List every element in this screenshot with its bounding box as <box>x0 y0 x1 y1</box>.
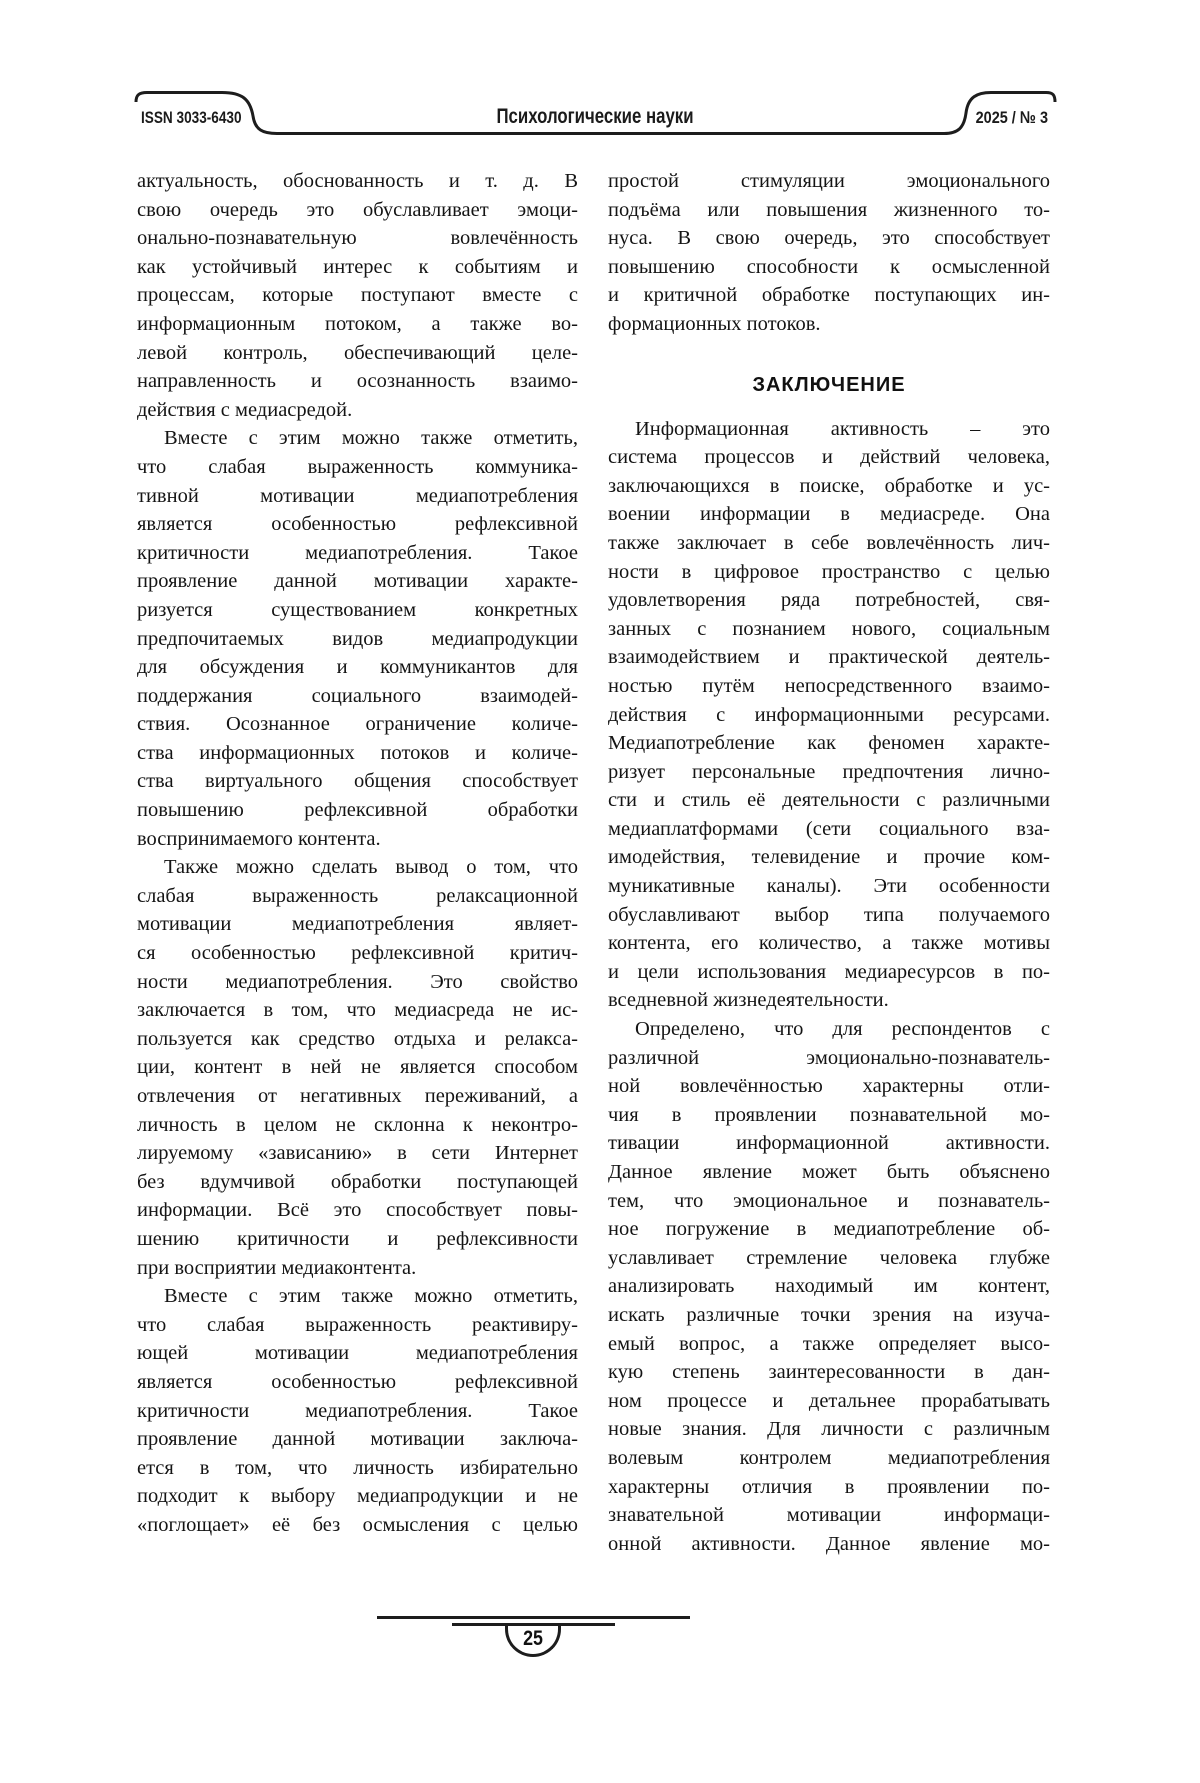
text-line: знавательной мотивации информаци- <box>608 1504 1050 1527</box>
text-line: ном процессе и детальнее прорабатывать <box>608 1389 1050 1412</box>
paragraph <box>608 167 1050 339</box>
text-line: также заключает в себе вовлечённость лич- <box>608 531 1050 554</box>
footer-rule-long <box>377 1616 690 1619</box>
text-line: ства виртуального общения способствует <box>137 770 578 793</box>
text-line: ства информационных потоков и количе- <box>137 741 578 764</box>
paragraph <box>608 415 1050 1015</box>
text-line: как устойчивый интерес к событиям и <box>137 255 578 278</box>
text-line: и цели использования медиаресурсов в по- <box>608 960 1050 983</box>
text-line: Также можно сделать вывод о том, что <box>164 856 578 879</box>
header-issue: 2025 / № 3 <box>975 108 1048 127</box>
text-line: Информационная активность – это <box>635 417 1050 440</box>
text-line: что слабая выраженность реактивиру- <box>137 1313 578 1336</box>
text-line: ризует персональные предпочтения лично- <box>608 760 1050 783</box>
text-line: пользуется как средство отдыха и релакса- <box>137 1027 578 1050</box>
text-line: и критичной обработке поступающих ин- <box>608 284 1050 307</box>
text-line: подъёма или повышения жизненного то- <box>608 198 1050 221</box>
text-line: проявление данной мотивации заключа- <box>137 1428 578 1451</box>
text-line: действия с информационными ресурсами. <box>608 703 1050 726</box>
right-column <box>608 167 1050 1558</box>
text-line: шению критичности и рефлексивности <box>137 1227 578 1250</box>
text-line: процессам, которые поступают вместе с <box>137 284 578 307</box>
text-line: система процессов и действий человека, <box>608 446 1050 469</box>
text-line: ствия. Осознанное ограничение количе- <box>137 713 578 736</box>
text-line: кую степень заинтересованности в дан- <box>608 1361 1050 1384</box>
text-line: уславливает стремление человека глубже <box>608 1246 1050 1269</box>
text-line: критичности медиапотребления. Такое <box>137 1399 578 1422</box>
text-line: обуславливают выбор типа получаемого <box>608 903 1050 926</box>
text-line: анализировать находимый им контент, <box>608 1275 1050 1298</box>
text-line: критичности медиапотребления. Такое <box>137 541 578 564</box>
text-line: повышению рефлексивной обработки <box>137 799 578 822</box>
text-line: воении информации в медиасреде. Она <box>608 503 1050 526</box>
text-line: направленность и осознанность взаимо- <box>137 370 578 393</box>
text-line: что слабая выраженность коммуника- <box>137 455 578 478</box>
text-line: Вместе с этим также можно отметить, <box>164 1285 578 1308</box>
text-line: слабая выраженность релаксационной <box>137 884 578 907</box>
page-number: 25 <box>523 1627 543 1650</box>
text-line: поддержания социального взаимодей- <box>137 684 578 707</box>
text-line: заключающихся в поиске, обработке и ус- <box>608 474 1050 497</box>
paragraph <box>608 1015 1050 1558</box>
text-line: информации. Всё это способствует повы- <box>137 1199 578 1222</box>
text-line: Медиапотребление как феномен характе- <box>608 732 1050 755</box>
text-line: имодействия, телевидение и прочие ком- <box>608 846 1050 869</box>
text-line: ющей мотивации медиапотребления <box>137 1342 578 1365</box>
text-line: взаимодействием и практической деятель- <box>608 646 1050 669</box>
text-line: является особенностью рефлексивной <box>137 1370 578 1393</box>
text-line: тивной мотивации медиапотребления <box>137 484 578 507</box>
paragraph <box>137 167 578 424</box>
text-line: актуальность, обоснованность и т. д. В <box>137 170 578 192</box>
text-line: онной активности. Данное явление мо- <box>608 1532 1050 1555</box>
text-line: искать различные точки зрения на изуча- <box>608 1303 1050 1326</box>
text-line: различной эмоционально-познаватель- <box>608 1046 1050 1069</box>
text-line: свою очередь это обуславливает эмоци- <box>137 198 578 221</box>
text-line: новые знания. Для личности с различным <box>608 1418 1050 1441</box>
text-line: ризуется существованием конкретных <box>137 598 578 621</box>
text-line: нуса. В свою очередь, это способствует <box>608 227 1050 250</box>
text-line: характерны отличия в проявлении по- <box>608 1475 1050 1498</box>
text-line: повышению способности к осмысленной <box>608 255 1050 278</box>
text-line: ное погружение в медиапотребление об- <box>608 1218 1050 1241</box>
left-column <box>137 167 578 1540</box>
text-line: ности в цифровое пространство с целью <box>608 560 1050 583</box>
text-line: ется в том, что личность избирательно <box>137 1456 578 1479</box>
text-line: подходит к выбору медиапродукции и не <box>137 1485 578 1508</box>
text-line: удовлетворения ряда потребностей, свя- <box>608 589 1050 612</box>
text-line: Данное явление может быть объяснено <box>608 1161 1050 1183</box>
text-line: чия в проявлении познавательной мо- <box>608 1103 1050 1126</box>
text-line: информационным потоком, а также во- <box>137 312 578 335</box>
text-line: контента, его количество, а также мотивы <box>608 932 1050 955</box>
text-line: личность в целом не склонна к неконтро- <box>137 1113 578 1136</box>
text-line: медиаплатформами (сети социального вза- <box>608 817 1050 840</box>
text-line: без вдумчивой обработки поступающей <box>137 1170 578 1193</box>
text-line: простой стимуляции эмоционального <box>608 170 1050 192</box>
text-line: тивации информационной активности. <box>608 1132 1050 1155</box>
text-line: Вместе с этим можно также отметить, <box>164 427 578 450</box>
text-line: левой контроль, обеспечивающий целе- <box>137 341 578 364</box>
paragraph <box>137 424 578 853</box>
text-line: лируемому «зависанию» в сети Интернет <box>137 1142 578 1165</box>
text-line: мотивации медиапотребления являет- <box>137 913 578 936</box>
text-line: заключается в том, что медиасреда не ис- <box>137 999 578 1022</box>
text-line: тем, что эмоциональное и познаватель- <box>608 1189 1050 1212</box>
paragraph <box>137 853 578 1282</box>
text-line: сти и стиль её деятельности с различными <box>608 789 1050 812</box>
paragraph <box>137 1282 578 1539</box>
text-line: занных с познанием нового, социальным <box>608 617 1050 640</box>
text-line: вседневной жизнедеятельности. <box>608 989 889 1012</box>
text-line: действия с медиасредой. <box>137 398 353 421</box>
section-heading: ЗАКЛЮЧЕНИЕ <box>752 373 906 396</box>
text-line: муникативные каналы). Эти особенности <box>608 875 1050 898</box>
text-line: ностью путём непосредственного взаимо- <box>608 674 1050 697</box>
text-line: Определено, что для респондентов с <box>635 1018 1050 1041</box>
text-line: воспринимаемого контента. <box>137 827 381 850</box>
journal-title: Психологические науки <box>496 105 694 128</box>
text-line: отвлечения от негативных переживаний, а <box>137 1085 578 1107</box>
text-line: предпочитаемых видов медиапродукции <box>137 627 578 650</box>
text-line: «поглощает» её без осмысления с целью <box>137 1513 578 1536</box>
text-line: емый вопрос, а также определяет высо- <box>608 1332 1050 1355</box>
text-line: формационных потоков. <box>608 312 821 335</box>
text-line: волевым контролем медиапотребления <box>608 1446 1050 1469</box>
text-line: ции, контент в ней не является способом <box>137 1056 578 1079</box>
text-line: онально-познавательную вовлечённость <box>137 227 578 250</box>
text-line: ности медиапотребления. Это свойство <box>137 970 578 993</box>
header-issn: ISSN 3033-6430 <box>141 108 242 127</box>
text-line: при восприятии медиаконтента. <box>137 1256 417 1279</box>
text-line: ся особенностью рефлексивной критич- <box>137 942 578 965</box>
text-line: проявление данной мотивации характе- <box>137 570 578 593</box>
text-line: является особенностью рефлексивной <box>137 513 578 536</box>
text-line: ной вовлечённостью характерны отли- <box>608 1075 1050 1098</box>
text-line: для обсуждения и коммуникантов для <box>137 656 578 679</box>
